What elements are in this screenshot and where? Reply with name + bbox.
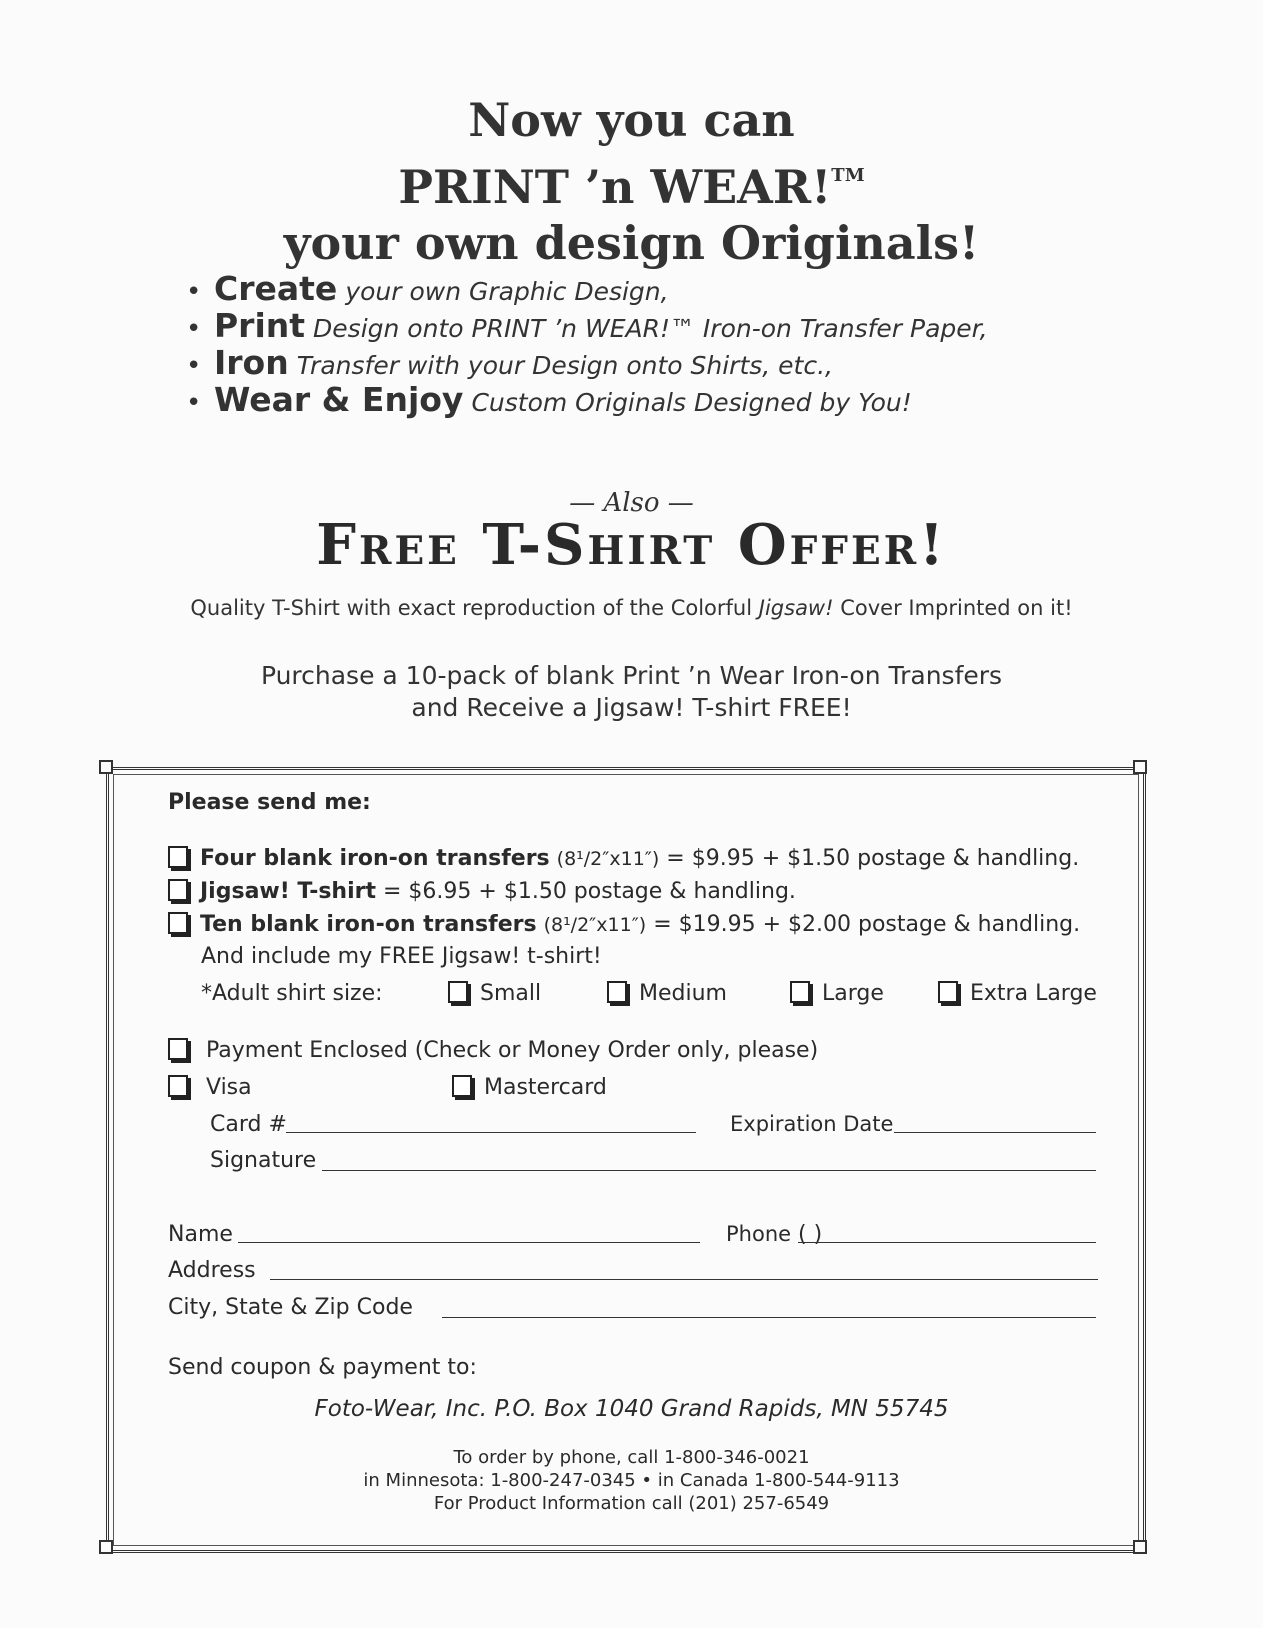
bullet-icon: • xyxy=(186,277,202,307)
corner-ornament xyxy=(1133,760,1147,774)
checkbox[interactable] xyxy=(607,981,627,1003)
corner-ornament xyxy=(99,1540,113,1554)
quality-text-after: Cover Imprinted on it! xyxy=(840,596,1073,620)
name-field[interactable] xyxy=(238,1242,700,1243)
feature-item xyxy=(186,344,1186,381)
headline xyxy=(0,92,1263,271)
also-caption: — Also — xyxy=(569,488,694,518)
feature-keyword: Print xyxy=(214,306,306,345)
size-label: Small xyxy=(480,981,542,1006)
bullet-icon: • xyxy=(186,314,202,344)
city-state-zip-field[interactable] xyxy=(442,1317,1096,1318)
option-price: = $6.95 + $1.50 postage & handling. xyxy=(383,879,796,904)
size-small-option[interactable] xyxy=(448,981,541,1006)
quality-text-before: Quality T-Shirt with exact reproduction of the Colorful xyxy=(190,596,753,620)
size-label: Extra Large xyxy=(970,981,1097,1006)
expiration-label: Expiration Date xyxy=(730,1112,894,1136)
payment-enclosed-label: Payment Enclosed (Check or Money Order only, please) xyxy=(206,1038,819,1063)
visa-label: Visa xyxy=(206,1075,252,1100)
checkbox[interactable] xyxy=(168,1038,188,1060)
checkbox[interactable] xyxy=(452,1075,472,1097)
visa-option[interactable] xyxy=(168,1075,252,1100)
option-size: (8¹/2″x11″) xyxy=(543,914,647,936)
corner-ornament xyxy=(99,760,113,774)
city-state-zip-label: City, State & Zip Code xyxy=(168,1295,413,1320)
feature-item xyxy=(186,307,1186,344)
mastercard-label: Mastercard xyxy=(484,1075,607,1100)
checkbox[interactable] xyxy=(168,879,188,901)
company-address: Foto-Wear, Inc. P.O. Box 1040 Grand Rapids, MN 55745 xyxy=(314,1396,949,1422)
quality-description xyxy=(0,596,1263,620)
option-size: (8¹/2″x11″) xyxy=(556,848,660,870)
address-label: Address xyxy=(168,1258,256,1283)
feature-keyword: Wear & Enjoy xyxy=(214,380,464,419)
feature-keyword: Create xyxy=(214,269,338,308)
headline-line-3: your own design Originals! xyxy=(283,216,980,270)
option-four-transfers[interactable] xyxy=(168,846,1079,871)
card-number-field[interactable] xyxy=(286,1132,696,1133)
phone-info-line: in Minnesota: 1-800-247-0345 • in Canada 1-800-544-9113 xyxy=(363,1470,900,1491)
feature-text: Transfer with your Design onto Shirts, etc., xyxy=(296,351,833,380)
option-title: Four blank iron-on transfers xyxy=(200,846,550,871)
expiration-field[interactable] xyxy=(894,1132,1096,1133)
option-price: = $19.95 + $2.00 postage & handling. xyxy=(653,912,1081,937)
phone-area-code: ( ) xyxy=(798,1222,823,1247)
option-title: Jigsaw! T-shirt xyxy=(200,879,376,904)
purchase-offer xyxy=(0,660,1263,724)
trademark-mark: TM xyxy=(831,165,865,186)
size-label: Large xyxy=(822,981,884,1006)
address-field[interactable] xyxy=(270,1279,1098,1280)
feature-text: your own Graphic Design, xyxy=(345,277,669,306)
feature-item xyxy=(186,381,1186,418)
free-offer-title: Free T-Shirt Offer! xyxy=(316,512,947,578)
feature-keyword: Iron xyxy=(214,343,289,382)
please-send-label: Please send me: xyxy=(168,790,371,815)
option-jigsaw-tshirt[interactable] xyxy=(168,879,796,904)
checkbox[interactable] xyxy=(938,981,958,1003)
size-label: Medium xyxy=(639,981,727,1006)
size-large-option[interactable] xyxy=(790,981,884,1006)
shirt-size-label: *Adult shirt size: xyxy=(201,981,383,1006)
feature-text: Design onto PRINT ’n WEAR!™ Iron-on Transfer Paper, xyxy=(313,314,988,343)
purchase-line-1: Purchase a 10-pack of blank Print ’n Wear Iron-on Transfers xyxy=(260,661,1003,690)
phone-label: Phone xyxy=(726,1222,792,1246)
option-price: = $9.95 + $1.50 postage & handling. xyxy=(666,846,1080,871)
phone-info xyxy=(0,1446,1263,1515)
size-medium-option[interactable] xyxy=(607,981,727,1006)
checkbox[interactable] xyxy=(168,912,188,934)
headline-brand: PRINT ’n WEAR! xyxy=(398,160,832,214)
bullet-icon: • xyxy=(186,388,202,418)
checkbox[interactable] xyxy=(168,846,188,868)
option-ten-transfers[interactable] xyxy=(168,912,1080,937)
option-title: Ten blank iron-on transfers xyxy=(200,912,537,937)
feature-item xyxy=(186,270,1186,307)
payment-enclosed-option[interactable] xyxy=(168,1038,818,1063)
card-number-label: Card # xyxy=(210,1112,287,1137)
size-xl-option[interactable] xyxy=(938,981,1097,1006)
checkbox[interactable] xyxy=(448,981,468,1003)
bullet-icon: • xyxy=(186,351,202,381)
feature-text: Custom Originals Designed by You! xyxy=(471,388,912,417)
corner-ornament xyxy=(1133,1540,1147,1554)
feature-list xyxy=(186,270,1186,418)
signature-field[interactable] xyxy=(322,1170,1096,1171)
checkbox[interactable] xyxy=(790,981,810,1003)
include-note: And include my FREE Jigsaw! t-shirt! xyxy=(201,944,602,969)
name-label: Name xyxy=(168,1222,233,1247)
signature-label: Signature xyxy=(210,1148,317,1173)
headline-line-1: Now you can xyxy=(468,93,795,147)
headline-line-2 xyxy=(0,148,1263,215)
send-to-label: Send coupon & payment to: xyxy=(168,1355,477,1380)
phone-info-line: To order by phone, call 1-800-346-0021 xyxy=(453,1447,810,1468)
phone-field[interactable] xyxy=(798,1242,1096,1243)
phone-info-line: For Product Information call (201) 257-6549 xyxy=(433,1493,830,1514)
quality-jigsaw: Jigsaw! xyxy=(758,596,834,620)
checkbox[interactable] xyxy=(168,1075,188,1097)
mastercard-option[interactable] xyxy=(452,1075,607,1100)
purchase-line-2: and Receive a Jigsaw! T-shirt FREE! xyxy=(411,693,852,722)
